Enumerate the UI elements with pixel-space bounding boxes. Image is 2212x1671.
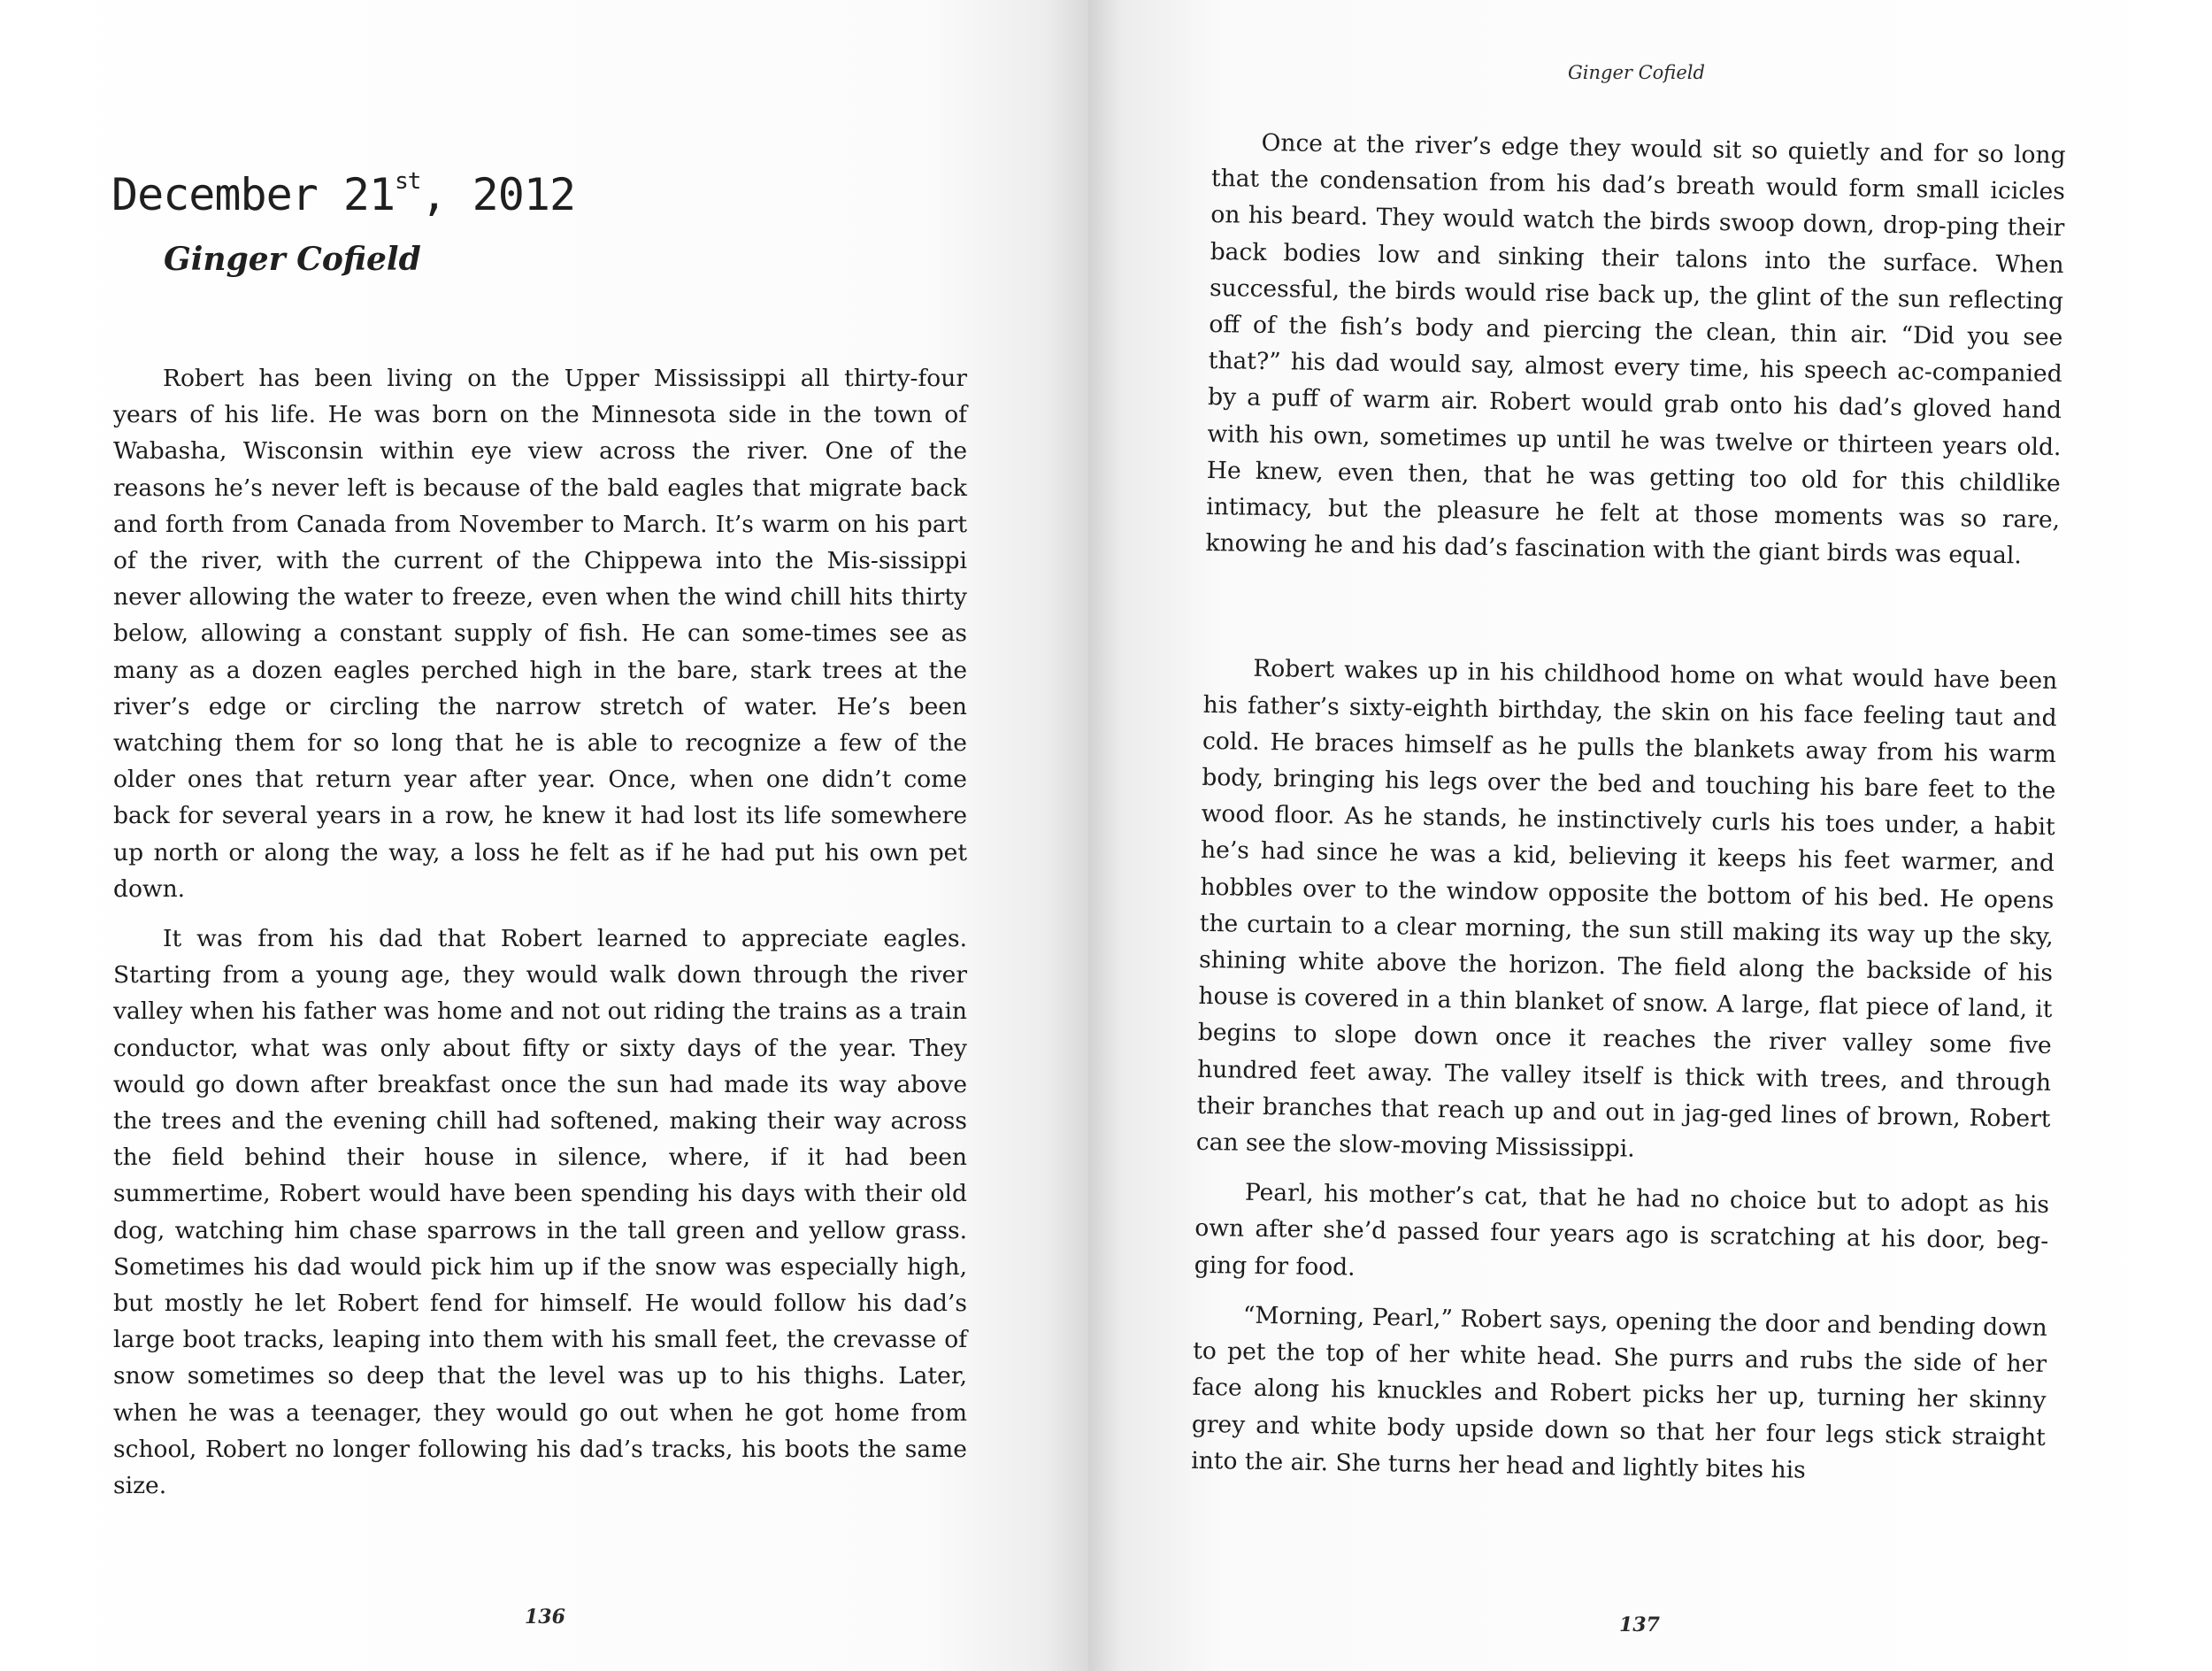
author-name: Ginger Cofield: [164, 241, 421, 278]
running-head: Ginger Cofield: [1568, 62, 1705, 83]
chapter-title-suffix: st: [395, 168, 421, 195]
chapter-title: [111, 168, 575, 220]
page-number-left: 136: [525, 1606, 565, 1629]
paragraph: Robert wakes up in his childhood home on what would have been his father’s sixty-eighth birthday, the skin on his face feeling taut and cold. He braces himself as he pulls the blankets away from his warm body, bringing his legs over the bed and touching his bare feet to the wood floor. As he stands, he instinctively curls his toes under, a habit he’s had since he was a kid, believing it keeps his feet warmer, and hobbles over to the window opposite the bottom of his bed. He opens the curtain to a clear morning, the sun still making its way up the sky, shining white above the horizon. The field along the backside of his house is covered in a thin blanket of snow. A large, flat piece of land, it begins to slope down once it reaches the river valley some five hundred feet away. The valley itself is thick with trees, and through their branches that reach up and out in jag-ged lines of brown, Robert can see the slow-moving Mississippi.: [1195, 655, 2058, 1163]
chapter-title-date: December 21: [111, 169, 396, 220]
paragraph: Pearl, his mother’s cat, that he had no choice but to adopt as his own after she’d passed four years ago is scratching at his door, beg-ging for food.: [1194, 1179, 2050, 1282]
paragraph: It was from his dad that Robert learned to appreciate eagles. Starting from a young age, they would walk down through the river valley when his father was home and not out riding the trains as a train conductor, what was only about fifty or sixty days of the year. They would go down after breakfast once the sun had made its way above the trees and the evening chill had softened, making their way across the field behind their house in silence, where, if it had been summertime, Robert would have been spending his days with their old dog, watching him chase sparrows in the tall green and yellow grass. Sometimes his dad would pick him up if the snow was especially high, but mostly he let Robert fend for himself. He would follow his dad’s large boot tracks, leaping into them with his small feet, the crevasse of snow sometimes so deep that the level was up to his thighs. Later, when he was a teenager, they would go out when he got home from school, Robert no longer following his dad’s tracks, his boots the same size.: [113, 925, 967, 1500]
paragraph: Once at the river’s edge they would sit so quietly and for so long that the condensation from his dad’s breath would form small icicles on his beard. They would watch the birds swoop down, drop-ping their back bodies low and sinking their talons into the surface. When successful, the birds would rise back up, the glint of the sun reflecting off of the fish’s body and piercing the clean, thin air. “Did you see that?” his dad would say, almost every time, his speech ac-companied by a puff of warm air. Robert would grab onto his dad’s gloved hand with his own, sometimes up until he was twelve or thirteen years old. He knew, even then, that he was getting too old for this childlike intimacy, but the pleasure he felt at those moments was so rare, knowing he and his dad’s fascination with the giant birds was equal.: [1205, 128, 2066, 570]
right-body-text: [1191, 124, 2066, 1505]
left-page: [0, 0, 1088, 1671]
page-number-right: 137: [1619, 1613, 1660, 1636]
right-page: [1088, 0, 2212, 1671]
paragraph: Robert has been living on the Upper Mississippi all thirty-four years of his life. He was born on the Minnesota side in the town of Wabasha, Wisconsin within eye view across the river. One of the reasons he’s never left is because of the bald eagles that migrate back and forth from Canada from November to March. It’s warm on his part of the river, with the current of the Chippewa into the Mis-sissippi never allowing the water to freeze, even when the wind chill hits thirty below, allowing a constant supply of fish. He can some-times see as many as a dozen eagles perched high in the bare, stark trees at the river’s edge or circling the narrow stretch of water. He’s been watching them for so long that he is able to recognize a few of the older ones that return year after year. Once, when one didn’t come back for several years in a row, he knew it had lost its life somewhere up north or along the way, a loss he felt as if he had put his own pet down.: [113, 365, 967, 903]
chapter-title-year: , 2012: [420, 169, 576, 220]
paragraph: “Morning, Pearl,” Robert says, opening the door and bending down to pet the top of her white head. She purrs and rubs the side of her face along his knuckles and Robert picks her up, turning her skinny grey and white body upside down so that her four legs stick straight into the air. She turns her head and lightly bites his: [1191, 1301, 2047, 1484]
left-body-text: [113, 360, 967, 1517]
